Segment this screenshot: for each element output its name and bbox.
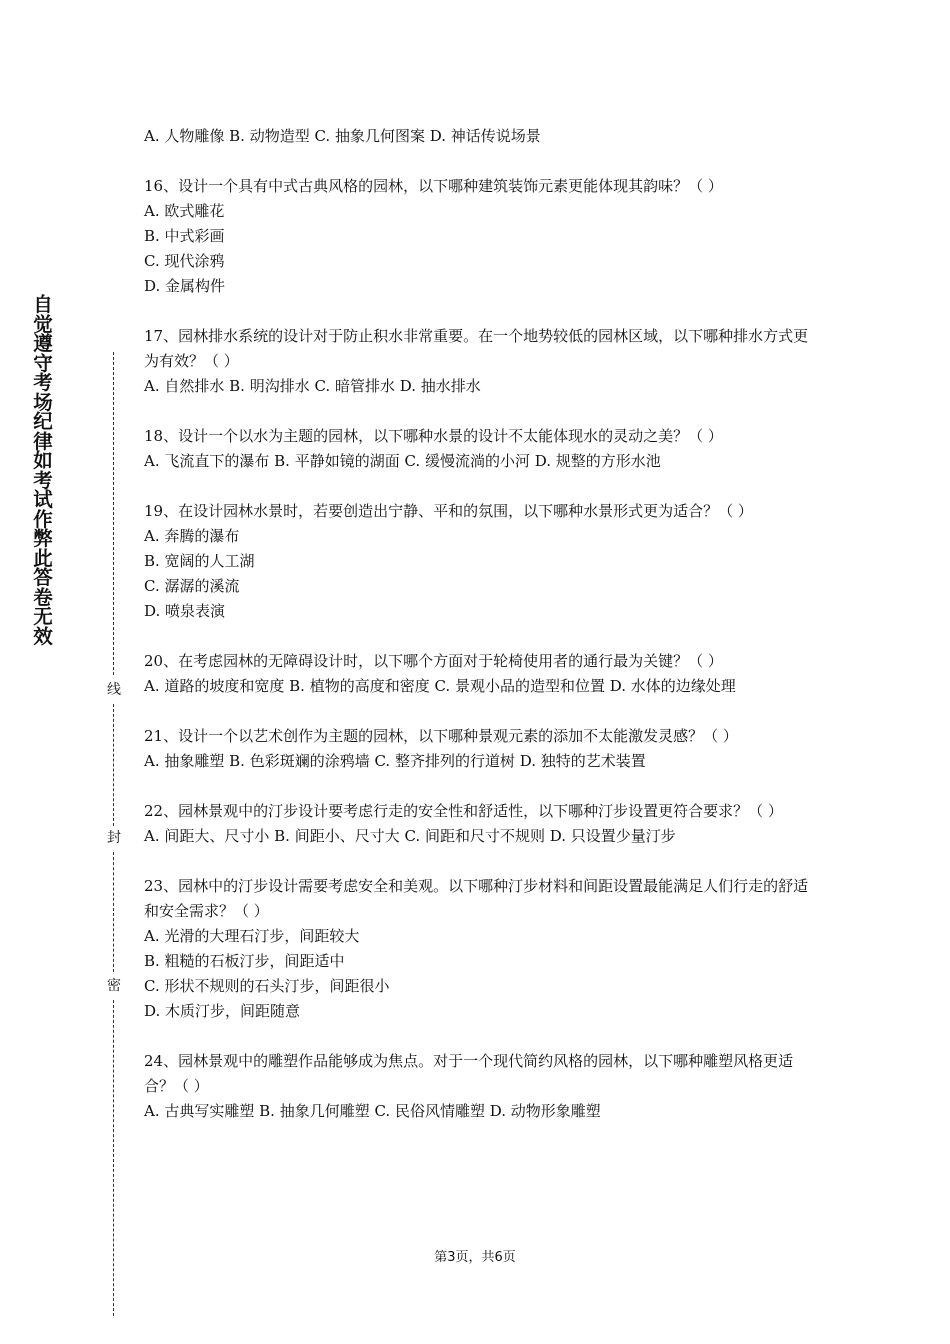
seal-line-segment-4: [113, 1000, 114, 1316]
question-20: [144, 649, 814, 699]
option-line: A. 人物雕像 B. 动物造型 C. 抽象几何图案 D. 神话传说场景: [144, 127, 541, 145]
question-stem: 19、在设计园林水景时，若要创造出宁静、平和的氛围，以下哪种水景形式更为适合？（ ）: [144, 502, 753, 520]
option-line: A. 古典写实雕塑 B. 抽象几何雕塑 C. 民俗风情雕塑 D. 动物形象雕塑: [144, 1102, 601, 1120]
page-footer: 第3页，共6页: [434, 1250, 516, 1265]
seal-line-segment-1: [113, 352, 114, 675]
option-line: A. 间距大、尺寸小 B. 间距小、尺寸大 C. 间距和尺寸不规则 D. 只设置少量汀步: [144, 827, 676, 845]
question-16: [144, 174, 814, 299]
option-line: B. 宽阔的人工湖: [144, 552, 255, 570]
option-line: B. 中式彩画: [144, 227, 225, 245]
exam-discipline-notice: 自觉遵守考场纪律如考试作弊此答卷无效: [33, 293, 53, 648]
seal-label-seal: 封: [107, 830, 121, 846]
question-stem: 18、设计一个以水为主题的园林，以下哪种水景的设计不太能体现水的灵动之美？（ ）: [144, 427, 723, 445]
option-line: B. 粗糙的石板汀步，间距适中: [144, 952, 345, 970]
seal-line-segment-2: [113, 704, 114, 826]
option-line: C. 潺潺的溪流: [144, 577, 240, 595]
question-stem: 22、园林景观中的汀步设计要考虑行走的安全性和舒适性，以下哪种汀步设置更符合要求？（ ）: [144, 802, 783, 820]
question-stem: 23、园林中的汀步设计需要考虑安全和美观。以下哪种汀步材料和间距设置最能满足人们行走的舒适和安全需求？（ ）: [144, 877, 809, 920]
option-line: D. 金属构件: [144, 277, 226, 295]
question-22: [144, 799, 814, 849]
carryover-options: [144, 124, 814, 149]
question-17: [144, 324, 814, 399]
option-line: C. 形状不规则的石头汀步，间距很小: [144, 977, 390, 995]
question-stem: 20、在考虑园林的无障碍设计时，以下哪个方面对于轮椅使用者的通行最为关键？（ ）: [144, 652, 723, 670]
seal-line-segment-3: [113, 852, 114, 972]
option-line: A. 欧式雕花: [144, 202, 225, 220]
question-list: [144, 124, 814, 1149]
option-line: A. 奔腾的瀑布: [144, 527, 240, 545]
question-stem: 16、设计一个具有中式古典风格的园林，以下哪种建筑装饰元素更能体现其韵味？（ ）: [144, 177, 723, 195]
question-stem: 17、园林排水系统的设计对于防止积水非常重要。在一个地势较低的园林区域，以下哪种排水方式更为有效？（ ）: [144, 327, 809, 370]
question-stem: 24、园林景观中的雕塑作品能够成为焦点。对于一个现代简约风格的园林，以下哪种雕塑风格更适合？（ ）: [144, 1052, 794, 1095]
question-19: [144, 499, 814, 624]
question-18: [144, 424, 814, 474]
option-line: D. 木质汀步，间距随意: [144, 1002, 301, 1020]
seal-label-secret: 密: [107, 978, 121, 994]
seal-label-line: 线: [107, 682, 121, 698]
option-line: D. 喷泉表演: [144, 602, 226, 620]
option-line: A. 道路的坡度和宽度 B. 植物的高度和密度 C. 景观小品的造型和位置 D. 水体的边缘处理: [144, 677, 736, 695]
question-21: [144, 724, 814, 774]
option-line: A. 抽象雕塑 B. 色彩斑斓的涂鸦墙 C. 整齐排列的行道树 D. 独特的艺术装置: [144, 752, 646, 770]
option-line: A. 光滑的大理石汀步，间距较大: [144, 927, 360, 945]
option-line: A. 飞流直下的瀑布 B. 平静如镜的湖面 C. 缓慢流淌的小河 D. 规整的方形水池: [144, 452, 661, 470]
option-line: C. 现代涂鸦: [144, 252, 225, 270]
question-stem: 21、设计一个以艺术创作为主题的园林，以下哪种景观元素的添加不太能激发灵感？（ ）: [144, 727, 738, 745]
question-24: [144, 1049, 814, 1124]
question-23: [144, 874, 814, 1024]
option-line: A. 自然排水 B. 明沟排水 C. 暗管排水 D. 抽水排水: [144, 377, 481, 395]
